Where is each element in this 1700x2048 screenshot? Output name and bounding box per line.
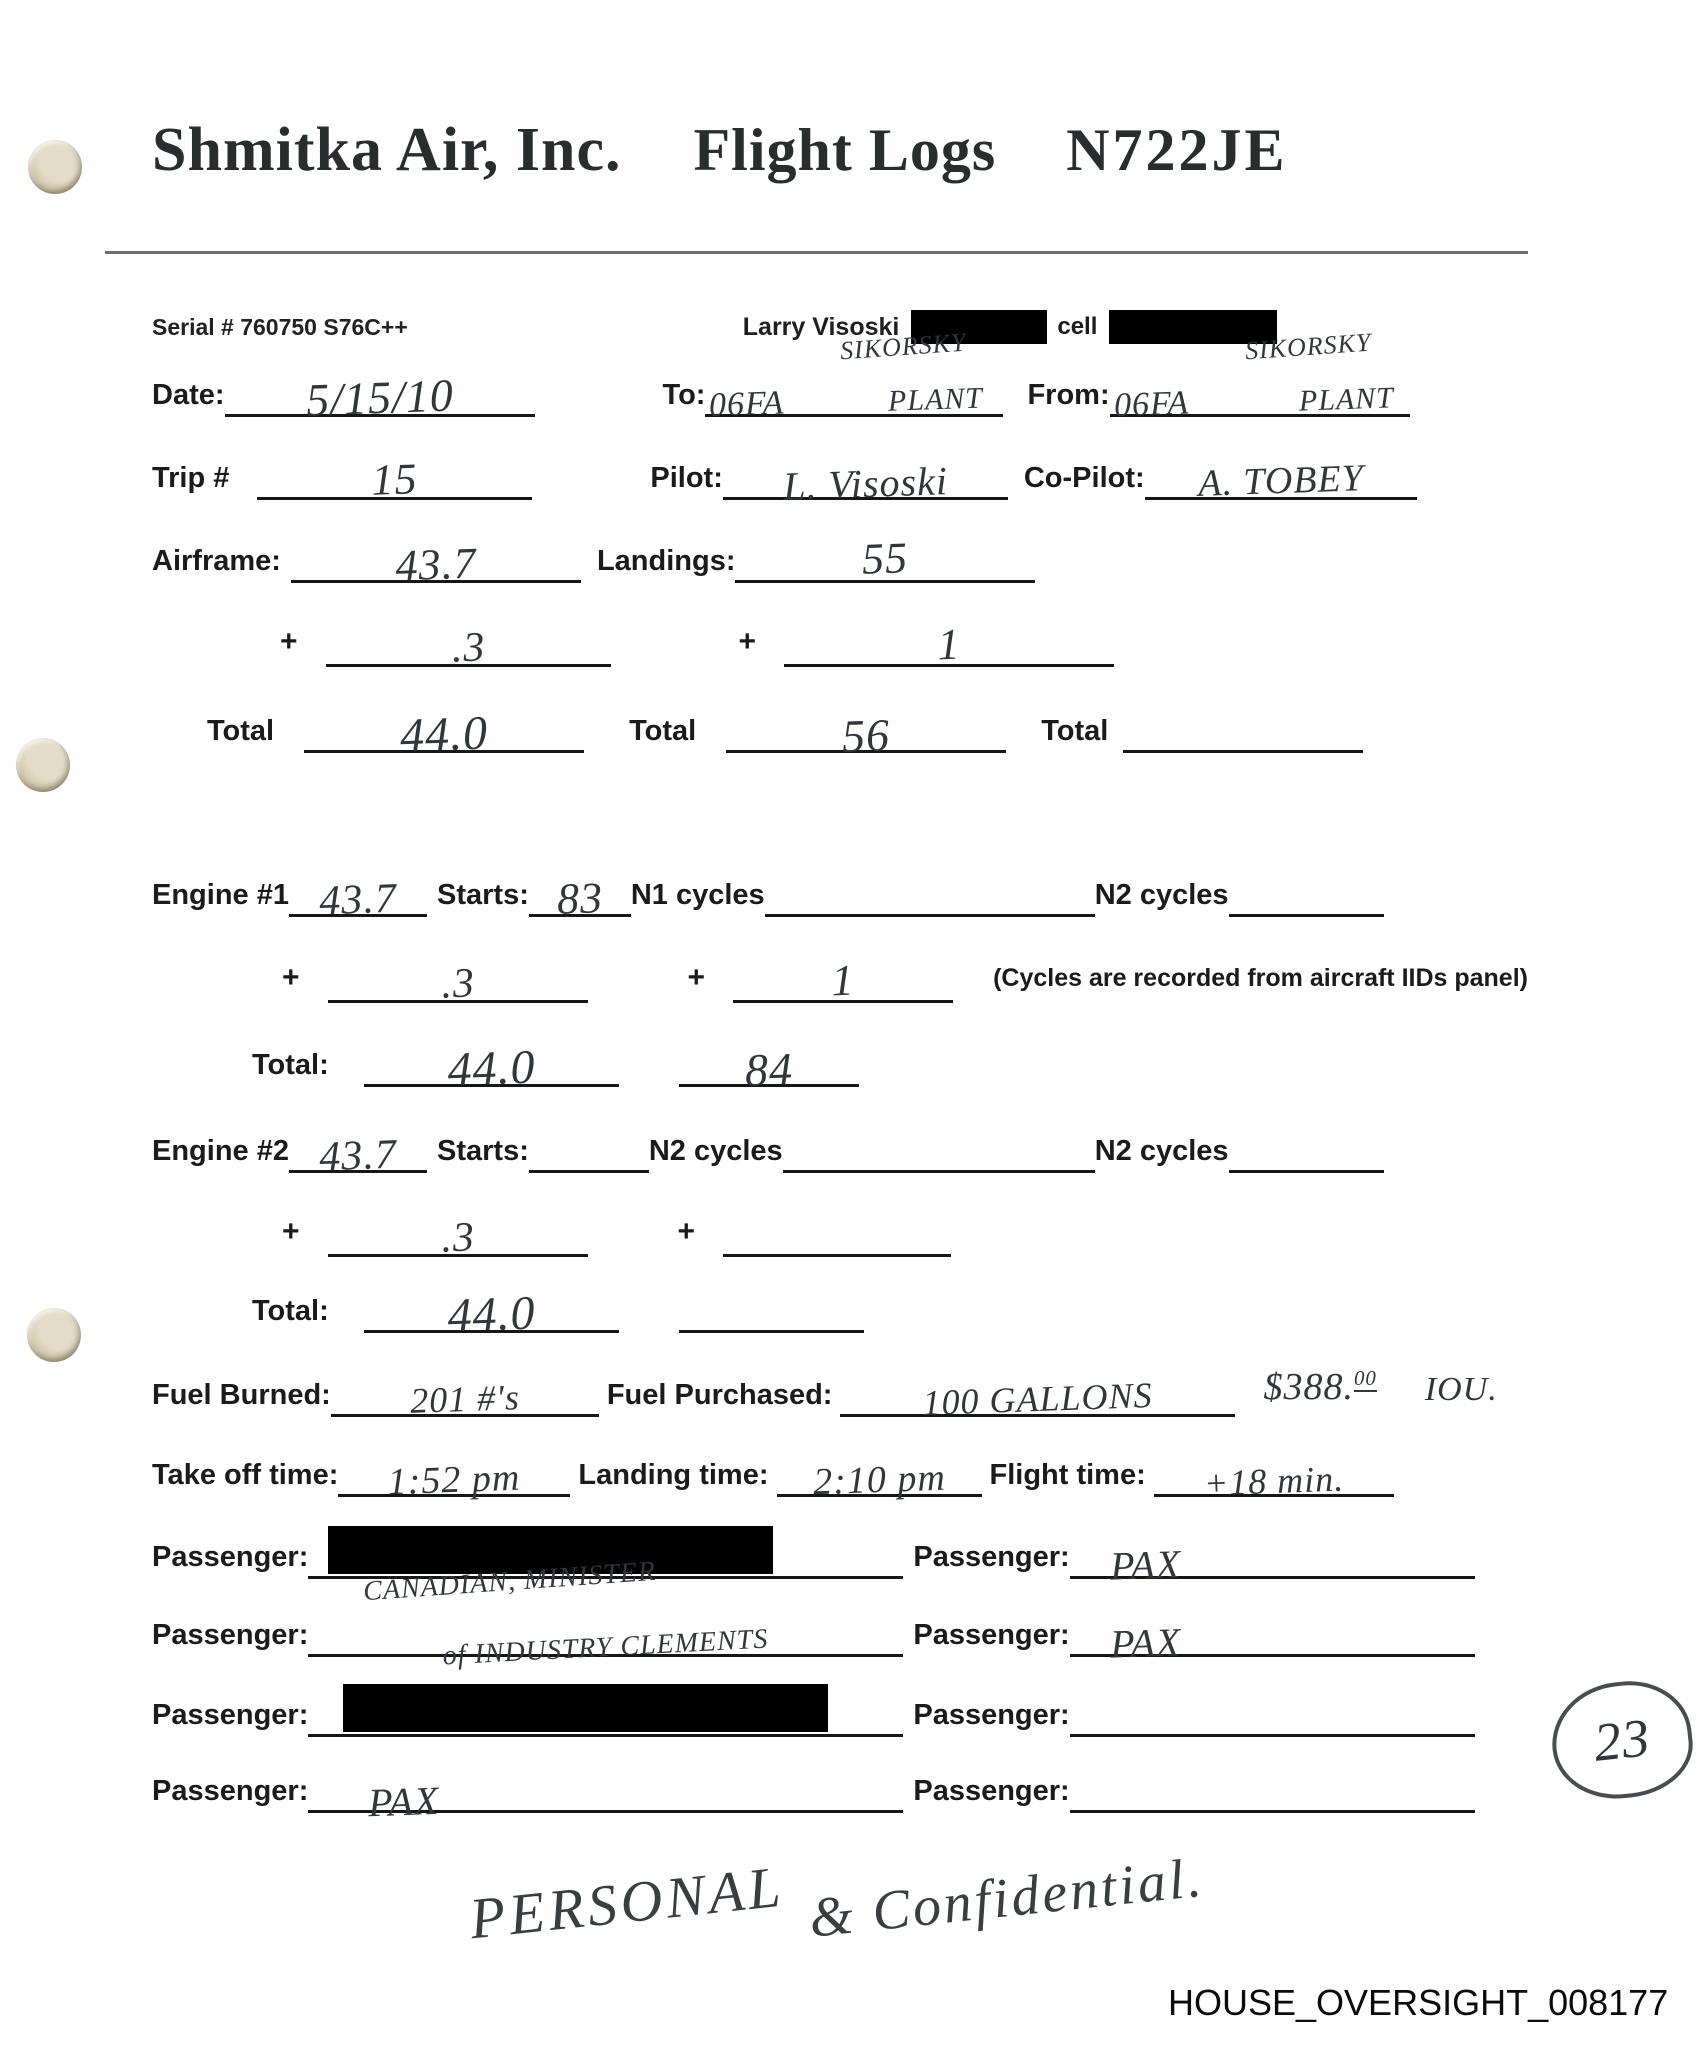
date-label: Date: — [152, 379, 225, 412]
copilot-label: Co-Pilot: — [1023, 462, 1145, 495]
passenger4-right-line — [1070, 1758, 1475, 1813]
engine1-total-hours: 44.0 — [446, 1040, 537, 1097]
fuel-burned-label: Fuel Burned: — [152, 1379, 331, 1412]
engine1-added-starts: 1 — [830, 955, 856, 1006]
landings-total-line — [726, 698, 1006, 762]
engine1-plus-row — [152, 948, 1528, 1008]
passenger1-right-line — [1070, 1524, 1475, 1589]
date-value: 5/15/10 — [304, 369, 455, 426]
airframe-plus-sign: + — [280, 625, 298, 658]
airframe-hours-line — [291, 528, 581, 591]
landing-time-line — [777, 1442, 982, 1504]
passenger4-left-line — [308, 1758, 903, 1826]
fuel-price-dollars: $388. — [1263, 1366, 1354, 1408]
engine1-n2-line — [1229, 862, 1384, 917]
passenger-label: Passenger: — [913, 1541, 1070, 1574]
passenger-label: Passenger: — [152, 1699, 309, 1732]
copilot-line — [1145, 445, 1417, 505]
engine1-total-starts: 84 — [743, 1043, 794, 1096]
engine2-total-hours: 44.0 — [446, 1286, 537, 1343]
document-type: Flight Logs — [693, 117, 997, 183]
to-place: PLANT — [887, 381, 984, 418]
airframe-added-hours: .3 — [450, 624, 486, 672]
engine2-plus2-sign: + — [677, 1215, 696, 1248]
airframe-plus-row — [152, 612, 1114, 672]
fuel-price-note: IOU. — [1424, 1371, 1498, 1408]
engine1-total-starts-line — [679, 1032, 859, 1096]
engine2-added-hours-line — [328, 1202, 588, 1262]
engine2-added-hours: .3 — [439, 1214, 476, 1262]
engine2-row — [152, 1118, 1384, 1181]
fuel-purchased-value: 100 GALLONS — [922, 1374, 1154, 1424]
passenger2-right-line — [1070, 1602, 1475, 1667]
title-divider — [105, 251, 1528, 254]
engine1-plus1-sign: + — [282, 961, 300, 994]
cycles-note: (Cycles are recorded from aircraft IIDs panel) — [993, 964, 1528, 992]
engine1-total-label: Total: — [252, 1049, 329, 1082]
passenger2-right-value: PAX — [1109, 1619, 1182, 1667]
airframe-hours: 43.7 — [394, 538, 478, 591]
passenger-label: Passenger: — [913, 1699, 1070, 1732]
trip-number-label: Trip # — [152, 462, 230, 495]
from-label: From: — [1027, 379, 1110, 412]
engine1-added-starts-line — [733, 948, 953, 1006]
cell-label: cell — [1057, 313, 1098, 340]
pilot-value: L. Visoski — [782, 458, 949, 509]
engine1-starts-line — [529, 862, 631, 924]
engine1-plus2-sign: + — [687, 961, 706, 994]
engine2-plus1-sign: + — [282, 1215, 300, 1248]
page-number-value: 23 — [1591, 1707, 1653, 1773]
contact-name: Larry Visoski — [742, 312, 900, 341]
engine2-starts-label: Starts: — [437, 1135, 529, 1168]
passenger3-right-line — [1070, 1682, 1475, 1737]
engine2-hours-line — [289, 1118, 427, 1181]
landing-time-value: 2:10 pm — [811, 1456, 946, 1504]
to-code: 06FA — [708, 384, 786, 425]
engine2-total-starts-line — [679, 1278, 864, 1333]
company-name: Shmitka Air, Inc. — [152, 116, 622, 184]
fuel-row — [152, 1362, 1498, 1424]
engine2-n2b-line — [1229, 1118, 1384, 1173]
fuel-burned-line — [331, 1362, 599, 1421]
passenger1-right-value: PAX — [1109, 1541, 1182, 1589]
trip-number-line — [257, 445, 532, 505]
handwritten-note — [466, 1811, 1208, 1952]
to-line — [705, 327, 1003, 425]
extra-total-label: Total — [1041, 715, 1109, 748]
passenger2-left-line — [308, 1555, 903, 1672]
airframe-total-label: Total — [207, 715, 275, 748]
from-place: PLANT — [1297, 381, 1395, 418]
extra-total-line — [1123, 698, 1363, 753]
passenger-label: Passenger: — [152, 1619, 309, 1652]
hole-punch-bottom — [27, 1308, 81, 1362]
engine2-label: Engine #2 — [152, 1135, 289, 1168]
airframe-landings-row — [152, 528, 1035, 591]
landings-total-label: Total — [629, 715, 697, 748]
engine2-n2a-line — [783, 1118, 1095, 1173]
engine1-total-row — [152, 1032, 859, 1097]
note-word-confidential: & Confidential. — [806, 1846, 1208, 1950]
engine1-n1-line — [765, 862, 1095, 917]
hole-punch-middle — [16, 738, 70, 792]
fuel-price — [1263, 1365, 1376, 1417]
date-line — [225, 362, 535, 426]
trip-pilot-row — [152, 445, 1417, 509]
passenger3-left-line — [308, 1682, 903, 1737]
airframe-total-line — [304, 698, 584, 763]
engine1-added-hours: .3 — [439, 960, 476, 1008]
times-row — [152, 1442, 1394, 1504]
airframe-total-row — [152, 698, 1363, 763]
landings-plus-sign: + — [738, 625, 757, 658]
from-code: 06FA — [1113, 384, 1190, 425]
passenger-label: Passenger: — [152, 1541, 309, 1574]
copilot-value: A. TOBEY — [1197, 457, 1365, 505]
passenger-label: Passenger: — [152, 1775, 309, 1808]
landings-added: 1 — [936, 619, 962, 670]
hole-punch-top — [28, 140, 82, 194]
engine2-plus-row — [152, 1202, 951, 1262]
passenger4-left-value: PAX — [367, 1777, 441, 1826]
takeoff-label: Take off time: — [152, 1459, 339, 1492]
engine2-total-hours-line — [364, 1278, 619, 1343]
engine1-hours: 43.7 — [318, 875, 398, 925]
passenger-row-4 — [152, 1758, 1475, 1826]
flight-time-label: Flight time: — [989, 1459, 1146, 1492]
to-label: To: — [662, 379, 706, 412]
engine1-row — [152, 862, 1384, 925]
airframe-label: Airframe: — [152, 545, 281, 578]
landing-time-label: Landing time: — [578, 1459, 769, 1492]
page-title — [152, 115, 1288, 186]
passenger-label: Passenger: — [913, 1775, 1070, 1808]
flight-time-line — [1154, 1442, 1394, 1504]
landings-label: Landings: — [596, 545, 736, 578]
takeoff-line — [338, 1442, 570, 1504]
date-to-from-row — [152, 327, 1410, 426]
engine1-hours-line — [289, 862, 427, 925]
from-line — [1110, 327, 1410, 425]
engine1-n2-label: N2 cycles — [1094, 879, 1229, 912]
fuel-burned-value: 201 #'s — [409, 1377, 521, 1421]
note-word-personal: PERSONAL — [466, 1853, 788, 1952]
passenger2-left-top: CANADIAN, MINISTER — [362, 1555, 658, 1608]
from-note: SIKORSKY — [1243, 327, 1372, 366]
to-note: SIKORSKY — [838, 327, 967, 366]
fuel-purchased-label: Fuel Purchased: — [606, 1379, 833, 1412]
engine1-total-hours-line — [364, 1032, 619, 1097]
passenger-label: Passenger: — [913, 1619, 1070, 1652]
engine2-total-row — [152, 1278, 864, 1343]
flight-time-value: +18 min. — [1202, 1458, 1345, 1504]
passenger-row-3 — [152, 1682, 1475, 1737]
landings-added-line — [784, 612, 1114, 670]
engine2-added-starts-line — [723, 1202, 951, 1257]
bates-number: HOUSE_OVERSIGHT_008177 — [1168, 1982, 1669, 2023]
engine2-n2a-label: N2 cycles — [648, 1135, 783, 1168]
engine2-hours: 43.7 — [318, 1131, 398, 1181]
passenger-row-2 — [152, 1555, 1475, 1672]
engine1-starts-label: Starts: — [437, 879, 529, 912]
fuel-price-cents: 00 — [1353, 1366, 1377, 1391]
engine2-starts-line — [529, 1118, 649, 1173]
passenger2-left-bottom: of INDUSTRY CLEMENTS — [442, 1623, 770, 1672]
takeoff-value: 1:52 pm — [387, 1456, 522, 1504]
landings-count: 55 — [861, 533, 910, 584]
redaction-bar-passenger3 — [343, 1684, 828, 1732]
engine1-label: Engine #1 — [152, 879, 289, 912]
airframe-added-line — [326, 612, 611, 672]
engine1-n1-label: N1 cycles — [630, 879, 765, 912]
pilot-label: Pilot: — [650, 462, 723, 495]
serial-number: Serial # 760750 S76C++ — [152, 313, 408, 340]
landings-line — [735, 528, 1035, 583]
engine1-added-hours-line — [328, 948, 588, 1008]
engine2-total-label: Total: — [252, 1295, 329, 1328]
landings-total: 56 — [841, 709, 892, 762]
engine2-n2b-label: N2 cycles — [1094, 1135, 1229, 1168]
tail-number: N722JE — [1066, 117, 1288, 183]
circled-page-number — [1546, 1675, 1697, 1805]
pilot-line — [723, 445, 1008, 509]
fuel-purchased-line — [840, 1362, 1235, 1424]
trip-number-value: 15 — [371, 454, 419, 505]
contact-info — [743, 310, 1278, 344]
airframe-total-hours: 44.0 — [399, 706, 490, 763]
engine1-starts: 83 — [556, 873, 604, 924]
